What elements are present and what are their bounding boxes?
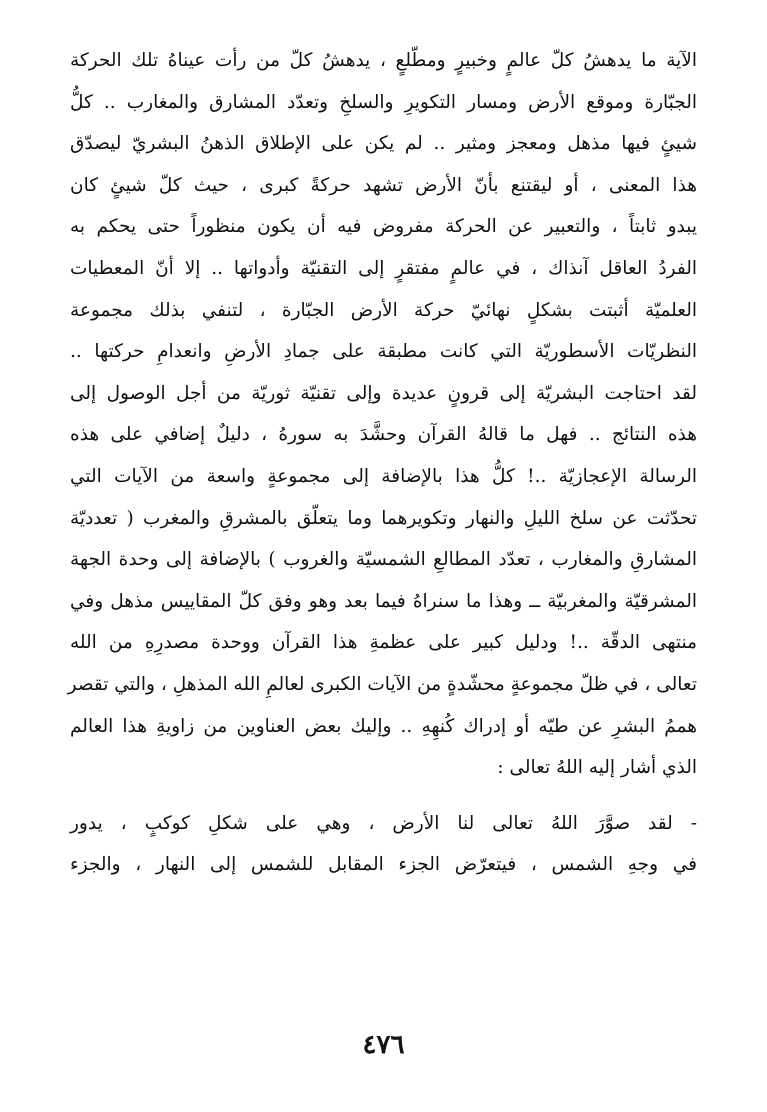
bullet-line: - لقد صوَّرَ اللهُ تعالى لنا الأرض ، وهي على شكلِ كوكبٍ ، يدور xyxy=(70,812,697,834)
text-line: الذي أشار إليه اللهُ تعالى : xyxy=(497,757,697,779)
text-line: منتهى الدقّة ..! ودليل كبير على عظمةِ هذا القرآن ووحدة مصدرِهِ من الله xyxy=(70,632,697,654)
text-line: العلميّة أثبتت بشكلٍ نهائيّ حركة الأرض الجبّارة ، لتنفي بذلك مجموعة xyxy=(70,299,697,321)
text-line: المشارقِ والمغارب ، تعدّد المطالعِ الشمسيّة والغروب ) بالإضافة إلى وحدة الجهة xyxy=(70,549,697,571)
text-line: لقد احتاجت البشريّة إلى قرونٍ عديدة وإلى تقنيّة ثوريّة من أجل الوصول إلى xyxy=(70,382,697,404)
text-line: تعالى ، في ظلّ مجموعةٍ محشّدةٍ من الآيات الكبرى لعالمِ الله المذهلِ ، والتي تقصر xyxy=(67,673,697,695)
page-number: ٤٧٦ xyxy=(362,1030,405,1060)
bullet-line: في وجهِ الشمس ، فيتعرّض الجزء المقابل للشمس إلى النهار ، والجزء xyxy=(70,854,697,876)
text-line: هممُ البشرِ عن طيّه أو إدراك كُنهِهِ .. وإليك بعض العناوين من زاويةِ هذا العالم xyxy=(70,715,697,737)
bullet-paragraph xyxy=(70,803,697,886)
main-paragraph xyxy=(67,40,697,789)
document-page xyxy=(67,40,697,1112)
text-line: يبدو ثابتاً ، والتعبير عن الحركة مفروض فيه أن يكون منظوراً حتى يحكم به xyxy=(70,216,697,238)
text-line: المشرقيّة والمغربيّة ــ وهذا ما سنراهُ فيما بعد وهو وفق كلّ المقاييس مذهل وفي xyxy=(70,590,697,612)
text-line: هذه النتائج .. فهل ما قالهُ القرآن وحشَّدَ به سورهُ ، دليلٌ إضافي على هذه xyxy=(70,424,697,446)
text-line: الرسالة الإعجازيّة ..! كلُّ هذا بالإضافة إلى مجموعةٍ واسعة من الآيات التي xyxy=(70,465,697,487)
text-line: الجبّارة وموقع الأرض ومسار التكويرِ والسلخِ وتعدّد المشارق والمغارب .. كلُّ xyxy=(70,91,697,113)
text-line: الآية ما يدهشُ كلّ عالمٍ وخبيرٍ ومطّلعٍ ، يدهشُ كلّ من رأت عيناهُ تلك الحركة xyxy=(70,50,697,71)
text-line: هذا المعنى ، أو ليقتنع بأنّ الأرض تشهد حركةً كبرى ، حيث كلّ شيئٍ كان xyxy=(70,174,697,196)
text-line: الفردُ العاقل آنذاك ، في عالمٍ مفتقرٍ إلى التقنيّة وأدواتها .. إلا أنّ المعطيات xyxy=(70,257,697,279)
text-line: شيئٍ فيها مذهل ومعجز ومثير .. لم يكن على الإطلاق الذهنُ البشريّ ليصدّق xyxy=(70,133,697,155)
text-line: النظريّات الأسطوريّة التي كانت مطبقة على جمادِ الأرضِ وانعدامِ حركتها .. xyxy=(70,341,697,363)
text-line: تحدّثت عن سلخ الليلِ والنهار وتكويرهما وما يتعلّق بالمشرقِ والمغرب ( تعدديّة xyxy=(70,507,697,529)
